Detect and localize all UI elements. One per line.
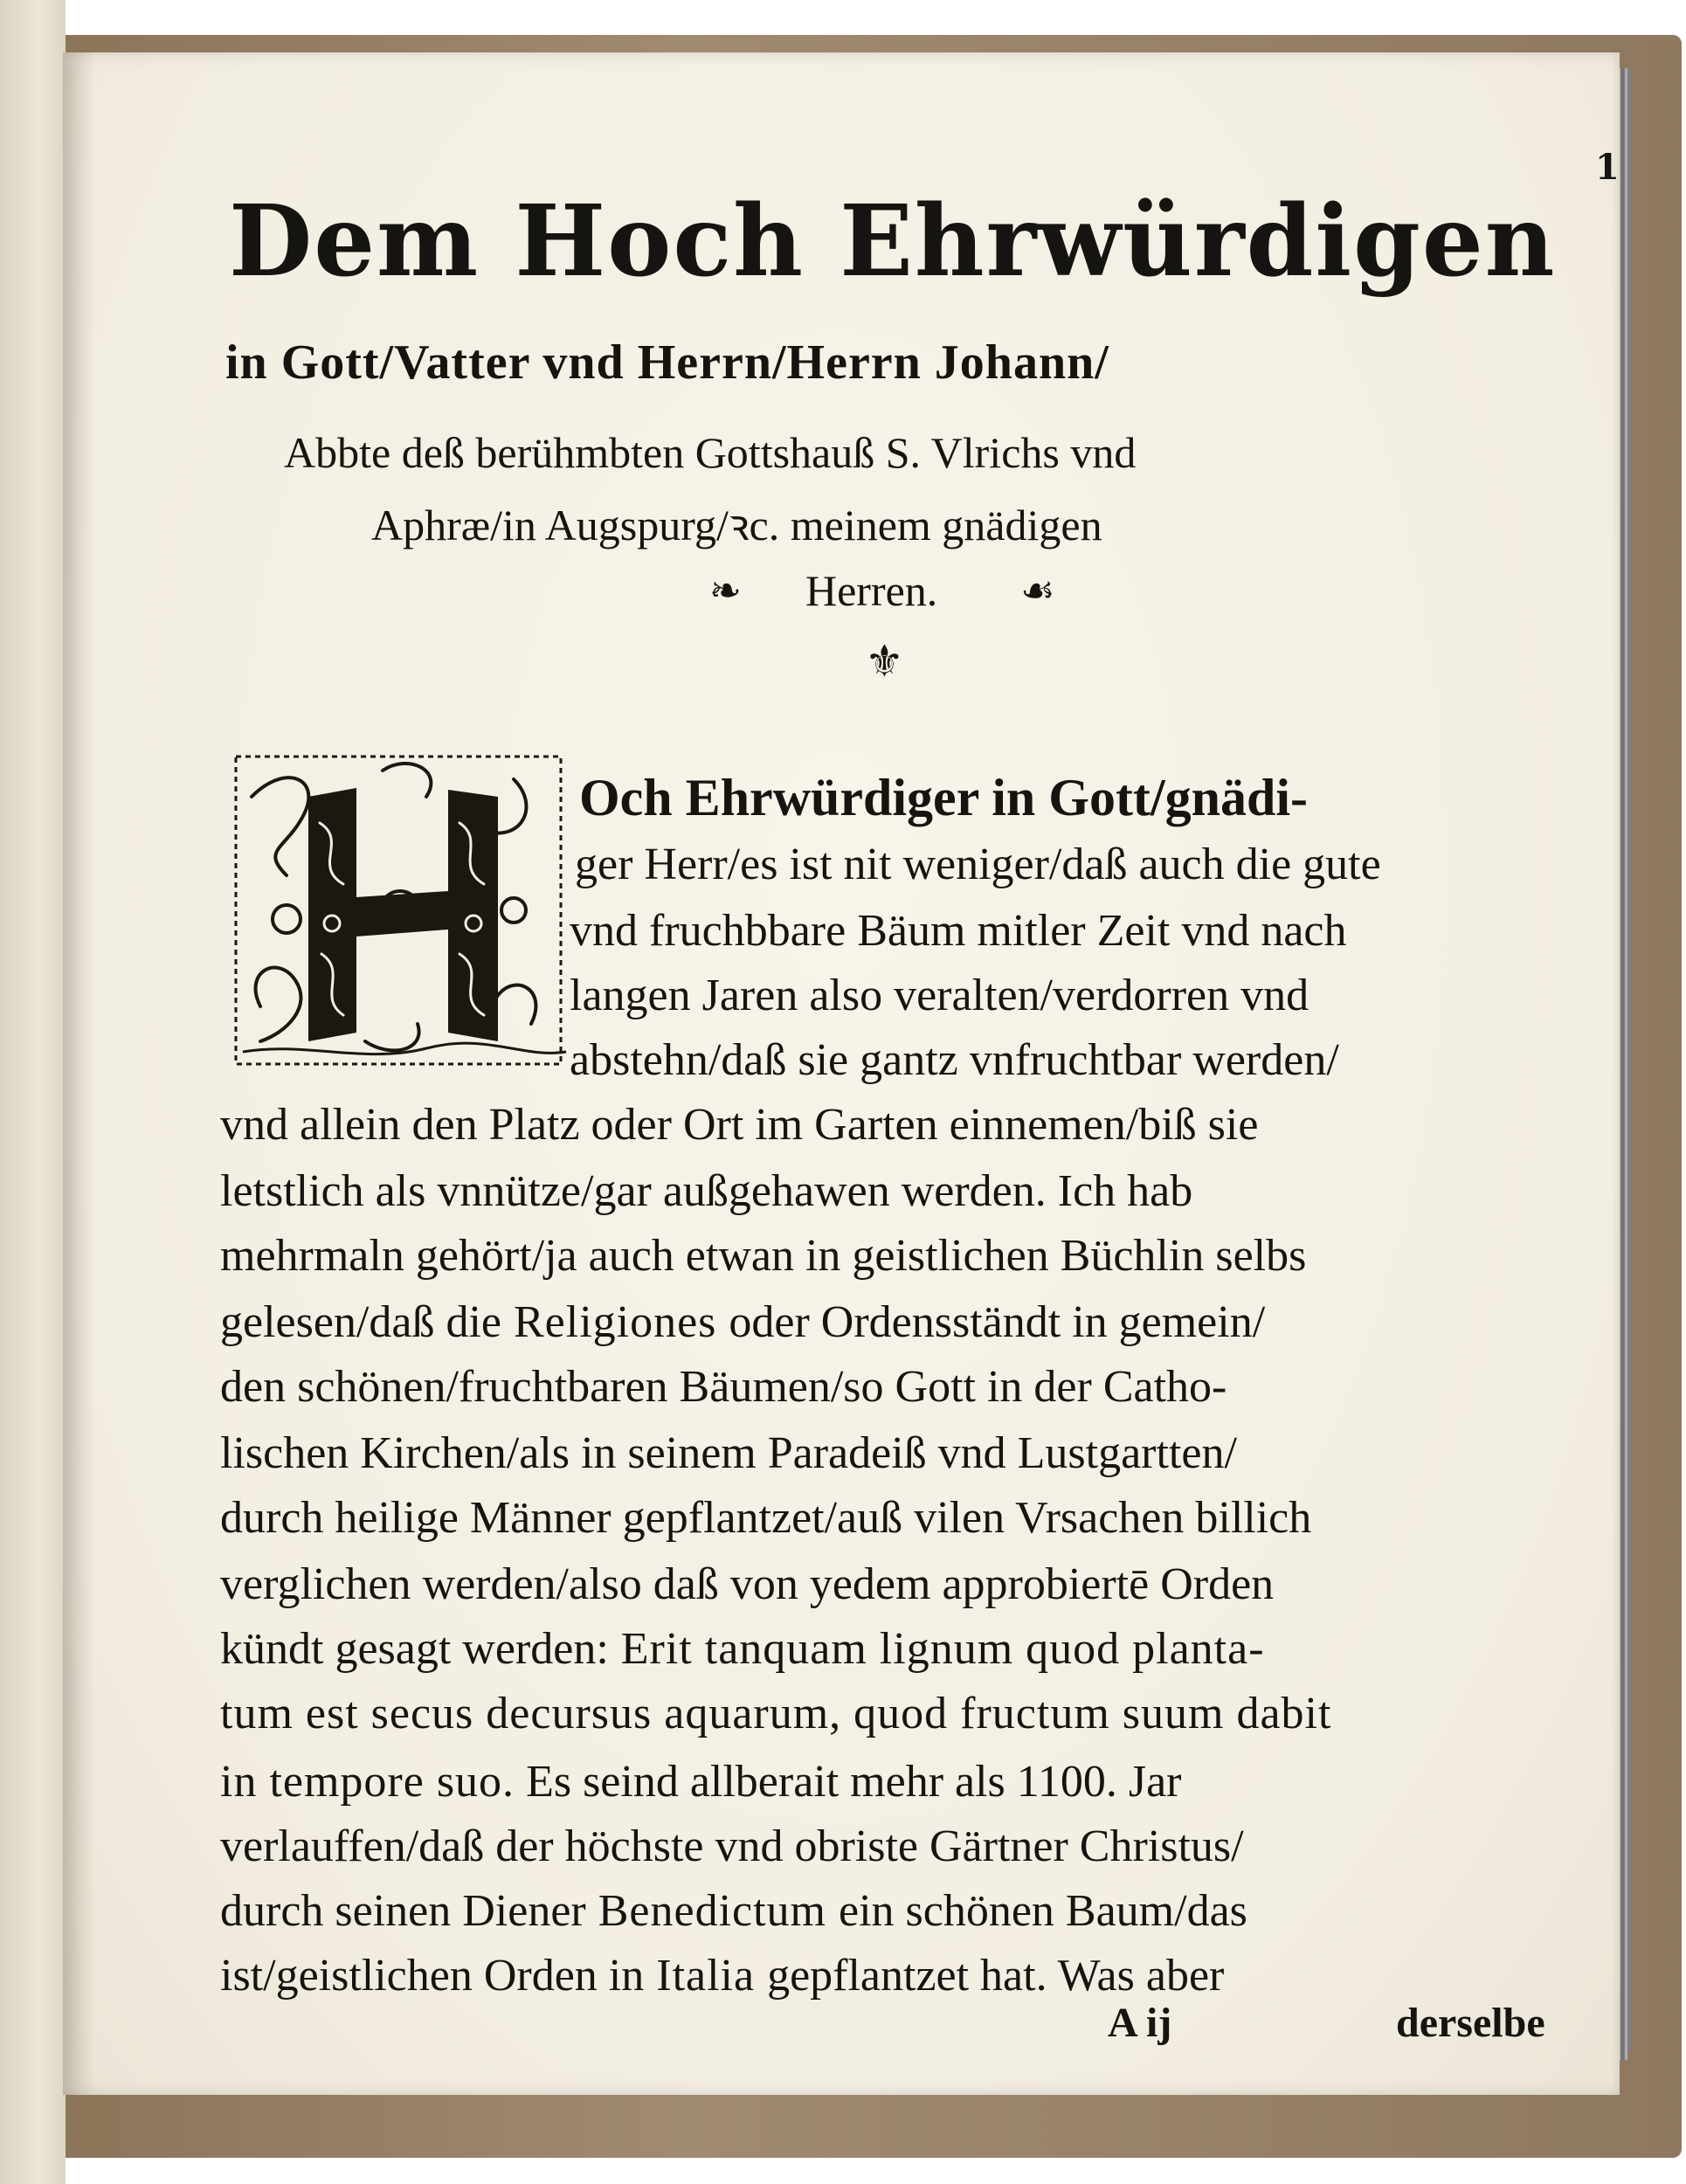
body-line-5: abstehn/daß sie gantz vnfruchtbar werden/ xyxy=(570,1035,1339,1085)
body-line-19 xyxy=(220,1950,1224,2002)
signature-mark: A ij xyxy=(1108,2000,1172,2046)
heading-line-4: Aphræ/in Augspurg/ꝛc. meinem gnädigen xyxy=(371,501,1102,549)
body-line-19-part-a: ist/geistlichen Orden in xyxy=(220,1951,645,2001)
body-line-3: vnd fruchbbare Bäum mitler Zeit vnd nach xyxy=(570,906,1347,956)
leaf-number: 1 xyxy=(1595,147,1620,188)
body-line-1: Och Ehrwürdiger in Gott/gnädi- xyxy=(579,769,1308,826)
latin-term-religiones: Religiones xyxy=(501,1297,729,1347)
decorated-initial-h xyxy=(225,744,571,1076)
fleuron-center-icon: ⚜ xyxy=(865,636,904,687)
heading-line-5: Herren. xyxy=(805,566,938,615)
body-line-18-part-a: durch seinen Diener xyxy=(220,1886,586,1936)
body-line-7: letstlich als vnnütze/gar außgehawen werden. Ich hab xyxy=(220,1166,1193,1216)
body-line-8: mehrmaln gehört/ja auch etwan in geistlichen Büchlin selbs xyxy=(220,1231,1307,1281)
page-edge-line xyxy=(1621,68,1624,2060)
body-line-14-part-a: kündt gesagt werden: xyxy=(220,1624,609,1674)
body-line-9 xyxy=(220,1296,1265,1349)
body-line-16-part-b: Es seind allberait mehr als 1100. Jar xyxy=(515,1757,1182,1807)
body-line-14 xyxy=(220,1623,1265,1676)
body-line-12: durch heilige Männer gepflantzet/auß vilen Vrsachen billich xyxy=(220,1493,1312,1543)
latin-quote-end: in tempore suo. xyxy=(220,1757,515,1807)
fleuron-left-icon: ❧ xyxy=(709,569,742,613)
latin-name-benedictum: Benedictum xyxy=(585,1886,839,1936)
page-gutter-shadow xyxy=(63,52,96,2095)
body-line-9-part-c: oder Ordensständt in gemein/ xyxy=(729,1297,1266,1347)
body-line-13: verglichen werden/also daß von yedem approbiertē Orden xyxy=(220,1559,1275,1609)
body-line-10: den schönen/fruchtbaren Bäumen/so Gott in der Catho- xyxy=(220,1362,1227,1412)
body-line-4: langen Jaren also veralten/verdorren vnd xyxy=(570,971,1309,1020)
latin-name-italia: Italia xyxy=(644,1951,768,2001)
body-line-2: ger Herr/es ist nit weniger/daß auch die gute xyxy=(575,840,1381,889)
body-line-18-part-c: ein schönen Baum/das xyxy=(838,1886,1247,1936)
catchword: derselbe xyxy=(1396,2000,1545,2046)
latin-quote-start: Erit tanquam lignum quod planta- xyxy=(608,1624,1265,1674)
heading-line-3: Abbte deß berühmbten Gottshauß S. Vlrichs vnd xyxy=(284,428,1137,477)
initial-ornament-icon xyxy=(225,744,571,1076)
body-line-9-part-a: gelesen/daß die xyxy=(220,1297,501,1347)
body-line-19-part-c: gepflantzet hat. Was aber xyxy=(767,1951,1225,2001)
left-page-edge xyxy=(0,0,66,2184)
heading-line-1: Dem Hoch Ehrwürdigen xyxy=(229,184,1557,299)
body-line-11: lischen Kirchen/als in seinem Paradeiß vnd Lustgartten/ xyxy=(220,1428,1237,1478)
body-line-17: verlauffen/daß der höchste vnd obriste Gärtner Christus/ xyxy=(220,1821,1244,1871)
heading-line-2: in Gott/Vatter vnd Herrn/Herrn Johann/ xyxy=(225,335,1109,390)
page-edge-line xyxy=(1628,68,1631,2051)
fleuron-right-icon: ☙ xyxy=(1020,569,1055,613)
page-edge-line xyxy=(1625,68,1627,2060)
body-line-18 xyxy=(220,1885,1247,1938)
body-line-16 xyxy=(220,1756,1181,1808)
latin-quote-line-2: tum est secus decursus aquarum, quod fructum suum dabit xyxy=(220,1689,1332,1738)
body-line-6: vnd allein den Platz oder Ort im Garten einnemen/biß sie xyxy=(220,1100,1259,1150)
